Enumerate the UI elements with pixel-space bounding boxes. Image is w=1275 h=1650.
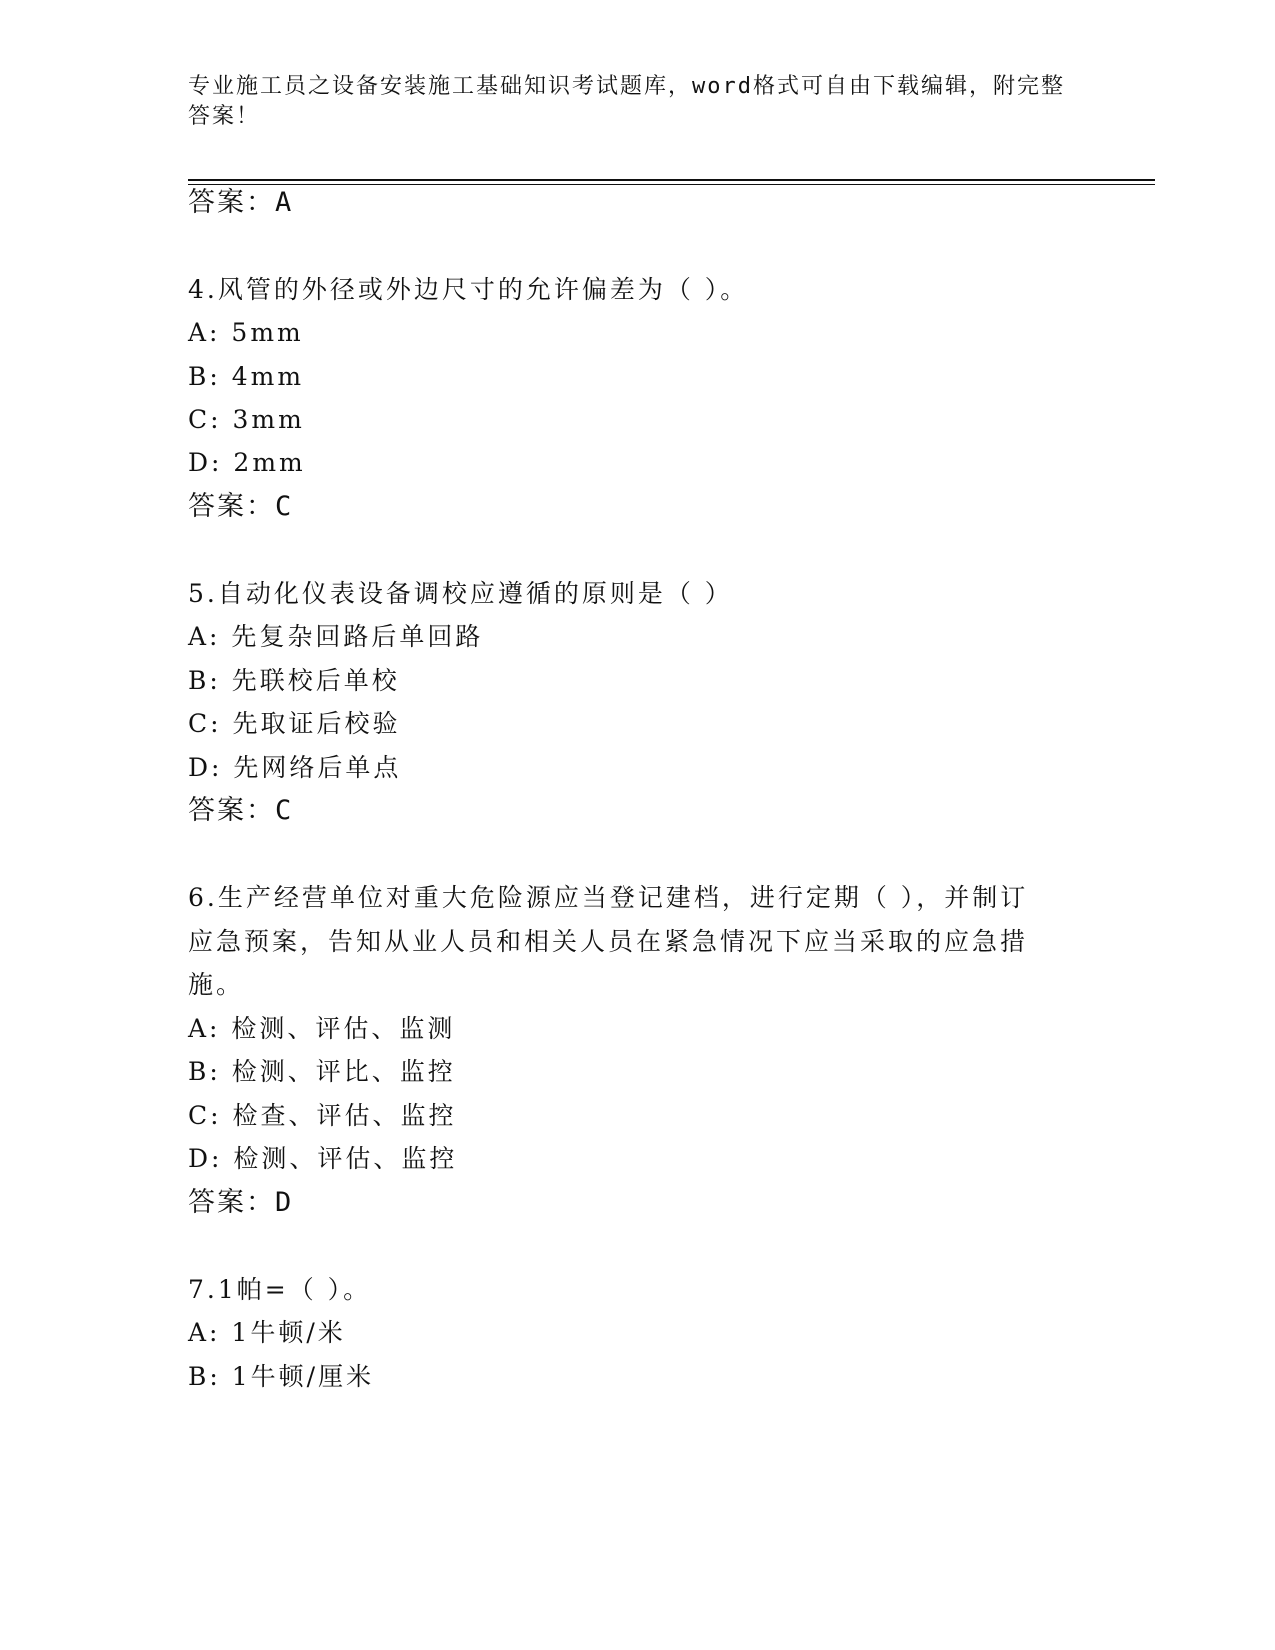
question-6-stem-line-3: 施。 [188, 970, 245, 999]
answer-label: 答案： [188, 491, 275, 522]
question-6-option-d: D: 检测、评估、监控 [188, 1144, 458, 1173]
question-4-option-b: B: 4mm [188, 362, 305, 391]
question-7-stem: 7.1帕=（ ）。 [188, 1275, 372, 1304]
question-6-option-b: B: 检测、评比、监控 [188, 1057, 456, 1086]
question-7-option-a: A: 1牛顿/米 [188, 1318, 346, 1347]
header-divider-thin [188, 184, 1155, 185]
answer-label: 答案： [188, 1187, 275, 1218]
question-5-option-c: C: 先取证后校验 [188, 709, 401, 738]
answer-value: A [275, 187, 294, 218]
question-6-option-c: C: 检查、评估、监控 [188, 1101, 457, 1130]
question-7-option-b: B: 1牛顿/厘米 [188, 1362, 375, 1391]
answer-value: C [275, 795, 294, 826]
question-6-answer [188, 1187, 1088, 1219]
header-divider-thick [188, 179, 1155, 181]
question-5-option-d: D: 先网络后单点 [188, 753, 402, 782]
question-5-option-a: A: 先复杂回路后单回路 [188, 622, 484, 651]
answer-label: 答案： [188, 795, 275, 826]
question-4-answer [188, 491, 1088, 523]
answer-label: 答案： [188, 187, 275, 218]
answer-prev [188, 187, 1088, 219]
question-4-option-c: C: 3mm [188, 405, 305, 434]
question-6-stem-line-1: 6.生产经营单位对重大危险源应当登记建档，进行定期（ ），并制订 [188, 883, 1029, 912]
question-6-stem-line-2: 应急预案，告知从业人员和相关人员在紧急情况下应当采取的应急措 [188, 927, 1029, 956]
question-5-stem: 5.自动化仪表设备调校应遵循的原则是（ ） [188, 579, 733, 608]
answer-value: D [275, 1187, 294, 1218]
question-4-stem: 4.风管的外径或外边尺寸的允许偏差为（ ）。 [188, 275, 749, 304]
question-6-option-a: A: 检测、评估、监测 [188, 1014, 456, 1043]
question-5-option-b: B: 先联校后单校 [188, 666, 400, 695]
question-4-option-d: D: 2mm [188, 448, 306, 477]
question-5-answer [188, 795, 1088, 827]
document-header: 专业施工员之设备安装施工基础知识考试题库，word格式可自由下载编辑，附完整答案！ [188, 74, 1065, 129]
answer-value: C [275, 491, 294, 522]
question-4-option-a: A: 5mm [188, 318, 304, 347]
